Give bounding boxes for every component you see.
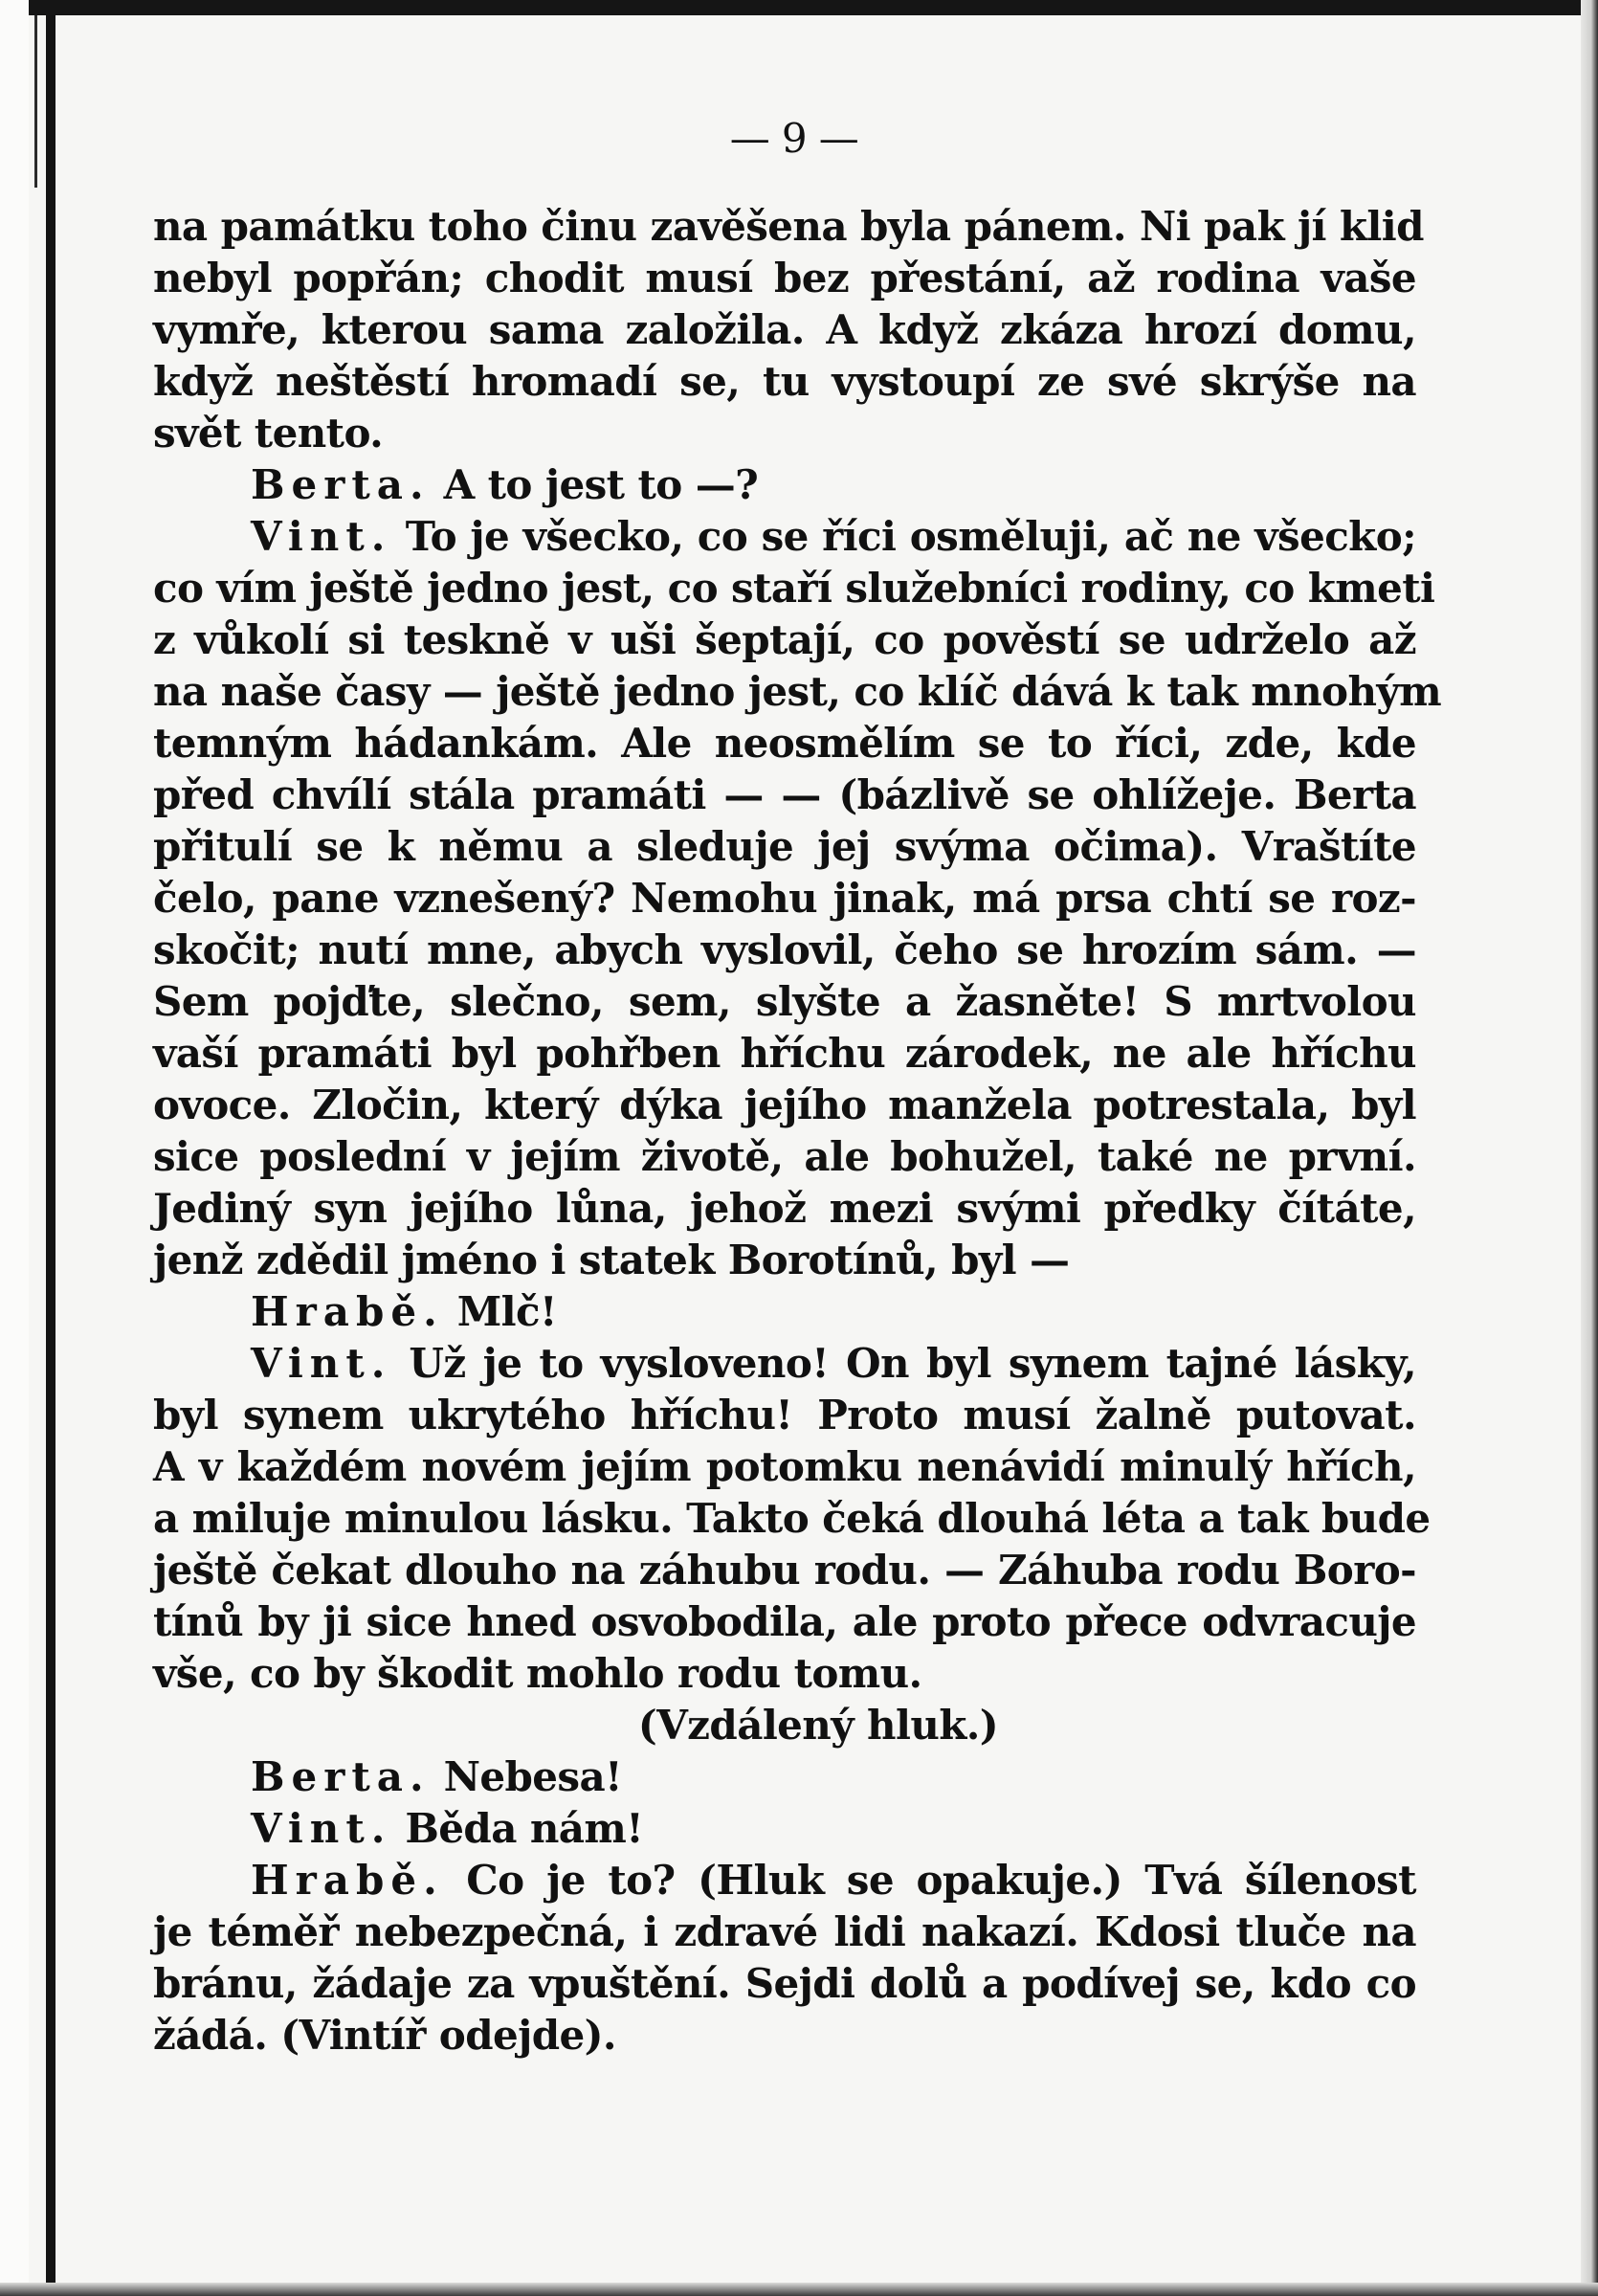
line-text: před chvílí stála pramáti — — (bázlivě se ohlížeje. Berta [153, 771, 1416, 818]
scan-bottom-edge [0, 2283, 1598, 2296]
text-line [153, 1131, 1416, 1183]
stage-direction-line [153, 1700, 1416, 1751]
scan-right-edge [1581, 0, 1598, 2296]
text-line [153, 1648, 1416, 1700]
book-spine-thin-line [34, 15, 37, 188]
line-text: vše, co by škodit mohlo rodu tomu. [153, 1650, 922, 1697]
dialogue-line [153, 1338, 1416, 1390]
line-text: nebyl popřán; chodit musí bez přestání, až rodina vaše [153, 255, 1416, 301]
line-text: (Vzdálený hluk.) [637, 1702, 999, 1749]
text-line [153, 1080, 1416, 1131]
line-text: Mlč! [456, 1288, 557, 1335]
line-text: vaší pramáti byl pohřben hříchu zárodek, ne ale hříchu [153, 1030, 1416, 1077]
line-text: byl synem ukrytého hříchu! Proto musí žalně putovat. [153, 1392, 1416, 1438]
line-text: Jediný syn jejího lůna, jehož mezi svými předky čítáte, [153, 1185, 1416, 1232]
line-text: na naše časy — ještě jedno jest, co klíč dává k tak mnohým [153, 668, 1442, 715]
text-line [153, 1545, 1416, 1596]
text-line [153, 1596, 1416, 1648]
line-text: žádá. (Vintíř odejde). [153, 2012, 616, 2059]
speaker-name: Hrabě. [251, 1288, 444, 1335]
text-line [153, 821, 1416, 873]
scan-left-margin [0, 0, 29, 2296]
dialogue-line [153, 1855, 1416, 1906]
text-line [153, 201, 1424, 253]
line-text: jenž zdědil jméno i statek Borotínů, byl — [153, 1237, 1070, 1283]
dialogue-line [153, 511, 1416, 563]
text-line [153, 1183, 1416, 1235]
text-line [153, 1958, 1416, 2010]
text-line [153, 1235, 1416, 1286]
line-text: Sem pojďte, slečno, sem, slyšte a žasněte! S mrtvolou [153, 978, 1416, 1025]
text-line [153, 614, 1416, 666]
text-line [153, 976, 1416, 1028]
speaker-name: Hrabě. [251, 1857, 444, 1904]
line-text: svět tento. [153, 410, 384, 457]
line-text: Už je to vysloveno! On byl synem tajné lásky, [409, 1340, 1416, 1387]
text-line [153, 356, 1416, 408]
line-text: ještě čekat dlouho na záhubu rodu. — Záhuba rodu Boro- [153, 1547, 1416, 1594]
text-line [153, 1390, 1416, 1441]
text-lines [153, 201, 1442, 2062]
line-text: z vůkolí si teskně v uši šeptají, co pověstí se udrželo až [153, 616, 1416, 663]
line-text: A v každém novém jejím potomku nenávidí minulý hřích, [153, 1443, 1416, 1490]
line-text: To je všecko, co se říci osměluji, ač ne všecko; [405, 513, 1417, 560]
dialogue-line [153, 459, 1416, 511]
line-text: Běda nám! [405, 1805, 644, 1852]
book-spine-line [46, 15, 55, 2296]
dialogue-line [153, 1803, 1416, 1855]
line-text: co vím ještě jedno jest, co staří služebníci rodiny, co kmeti [153, 565, 1435, 612]
text-line [153, 1906, 1416, 1958]
scan-top-border [0, 0, 1598, 15]
dialogue-line [153, 1286, 1416, 1338]
dialogue-line [153, 1751, 1416, 1803]
text-line [153, 769, 1416, 821]
speaker-name: Vint. [251, 513, 392, 560]
speaker-name: Vint. [251, 1340, 392, 1387]
text-line [153, 718, 1416, 769]
line-text: a miluje minulou lásku. Takto čeká dlouhá léta a tak bude [153, 1495, 1431, 1542]
line-text: temným hádankám. Ale neosmělím se to říci, zde, kde [153, 720, 1416, 767]
line-text: je téměř nebezpečná, i zdravé lidi nakazí. Kdosi tluče na [153, 1908, 1416, 1955]
speaker-name: Vint. [251, 1805, 392, 1852]
line-text: na památku toho činu zavěšena byla pánem. Ni pak jí klid [153, 203, 1424, 250]
page-number: — 9 — [729, 115, 859, 162]
text-line [153, 1441, 1416, 1493]
line-text: když neštěstí hromadí se, tu vystoupí ze své skrýše na [153, 358, 1416, 405]
line-text: skočit; nutí mne, abych vyslovil, čeho se hrozím sám. — [153, 926, 1416, 973]
text-line [153, 925, 1416, 976]
line-text: ovoce. Zločin, který dýka jejího manžela potrestala, byl [153, 1081, 1416, 1128]
line-text: Nebesa! [443, 1753, 622, 1800]
text-line [153, 408, 1416, 459]
line-text: bránu, žádaje za vpuštění. Sejdi dolů a podívej se, kdo co [153, 1960, 1416, 2007]
line-text: čelo, pane vznešený? Nemohu jinak, má prsa chtí se roz- [153, 875, 1416, 922]
line-text: přitulí se k němu a sleduje jej svýma očima). Vraštíte [153, 823, 1416, 870]
page-text [153, 113, 1442, 2062]
line-text: Co je to? (Hluk se opakuje.) Tvá šílenost [466, 1857, 1416, 1904]
text-line [153, 1493, 1431, 1545]
text-line [153, 1028, 1416, 1080]
speaker-name: Berta. [251, 461, 431, 508]
line-text: A to jest to —? [443, 461, 759, 508]
text-line [153, 666, 1442, 718]
speaker-name: Berta. [251, 1753, 431, 1800]
text-line [153, 2010, 1416, 2062]
text-line [153, 304, 1416, 356]
line-text: tínů by ji sice hned osvobodila, ale proto přece odvracuje [153, 1598, 1416, 1645]
text-line [153, 253, 1416, 304]
line-text: sice poslední v jejím životě, ale bohužel, také ne první. [153, 1133, 1416, 1180]
text-line [153, 873, 1416, 925]
line-text: vymře, kterou sama založila. A když zkáza hrozí domu, [153, 306, 1416, 353]
text-line [153, 563, 1435, 614]
